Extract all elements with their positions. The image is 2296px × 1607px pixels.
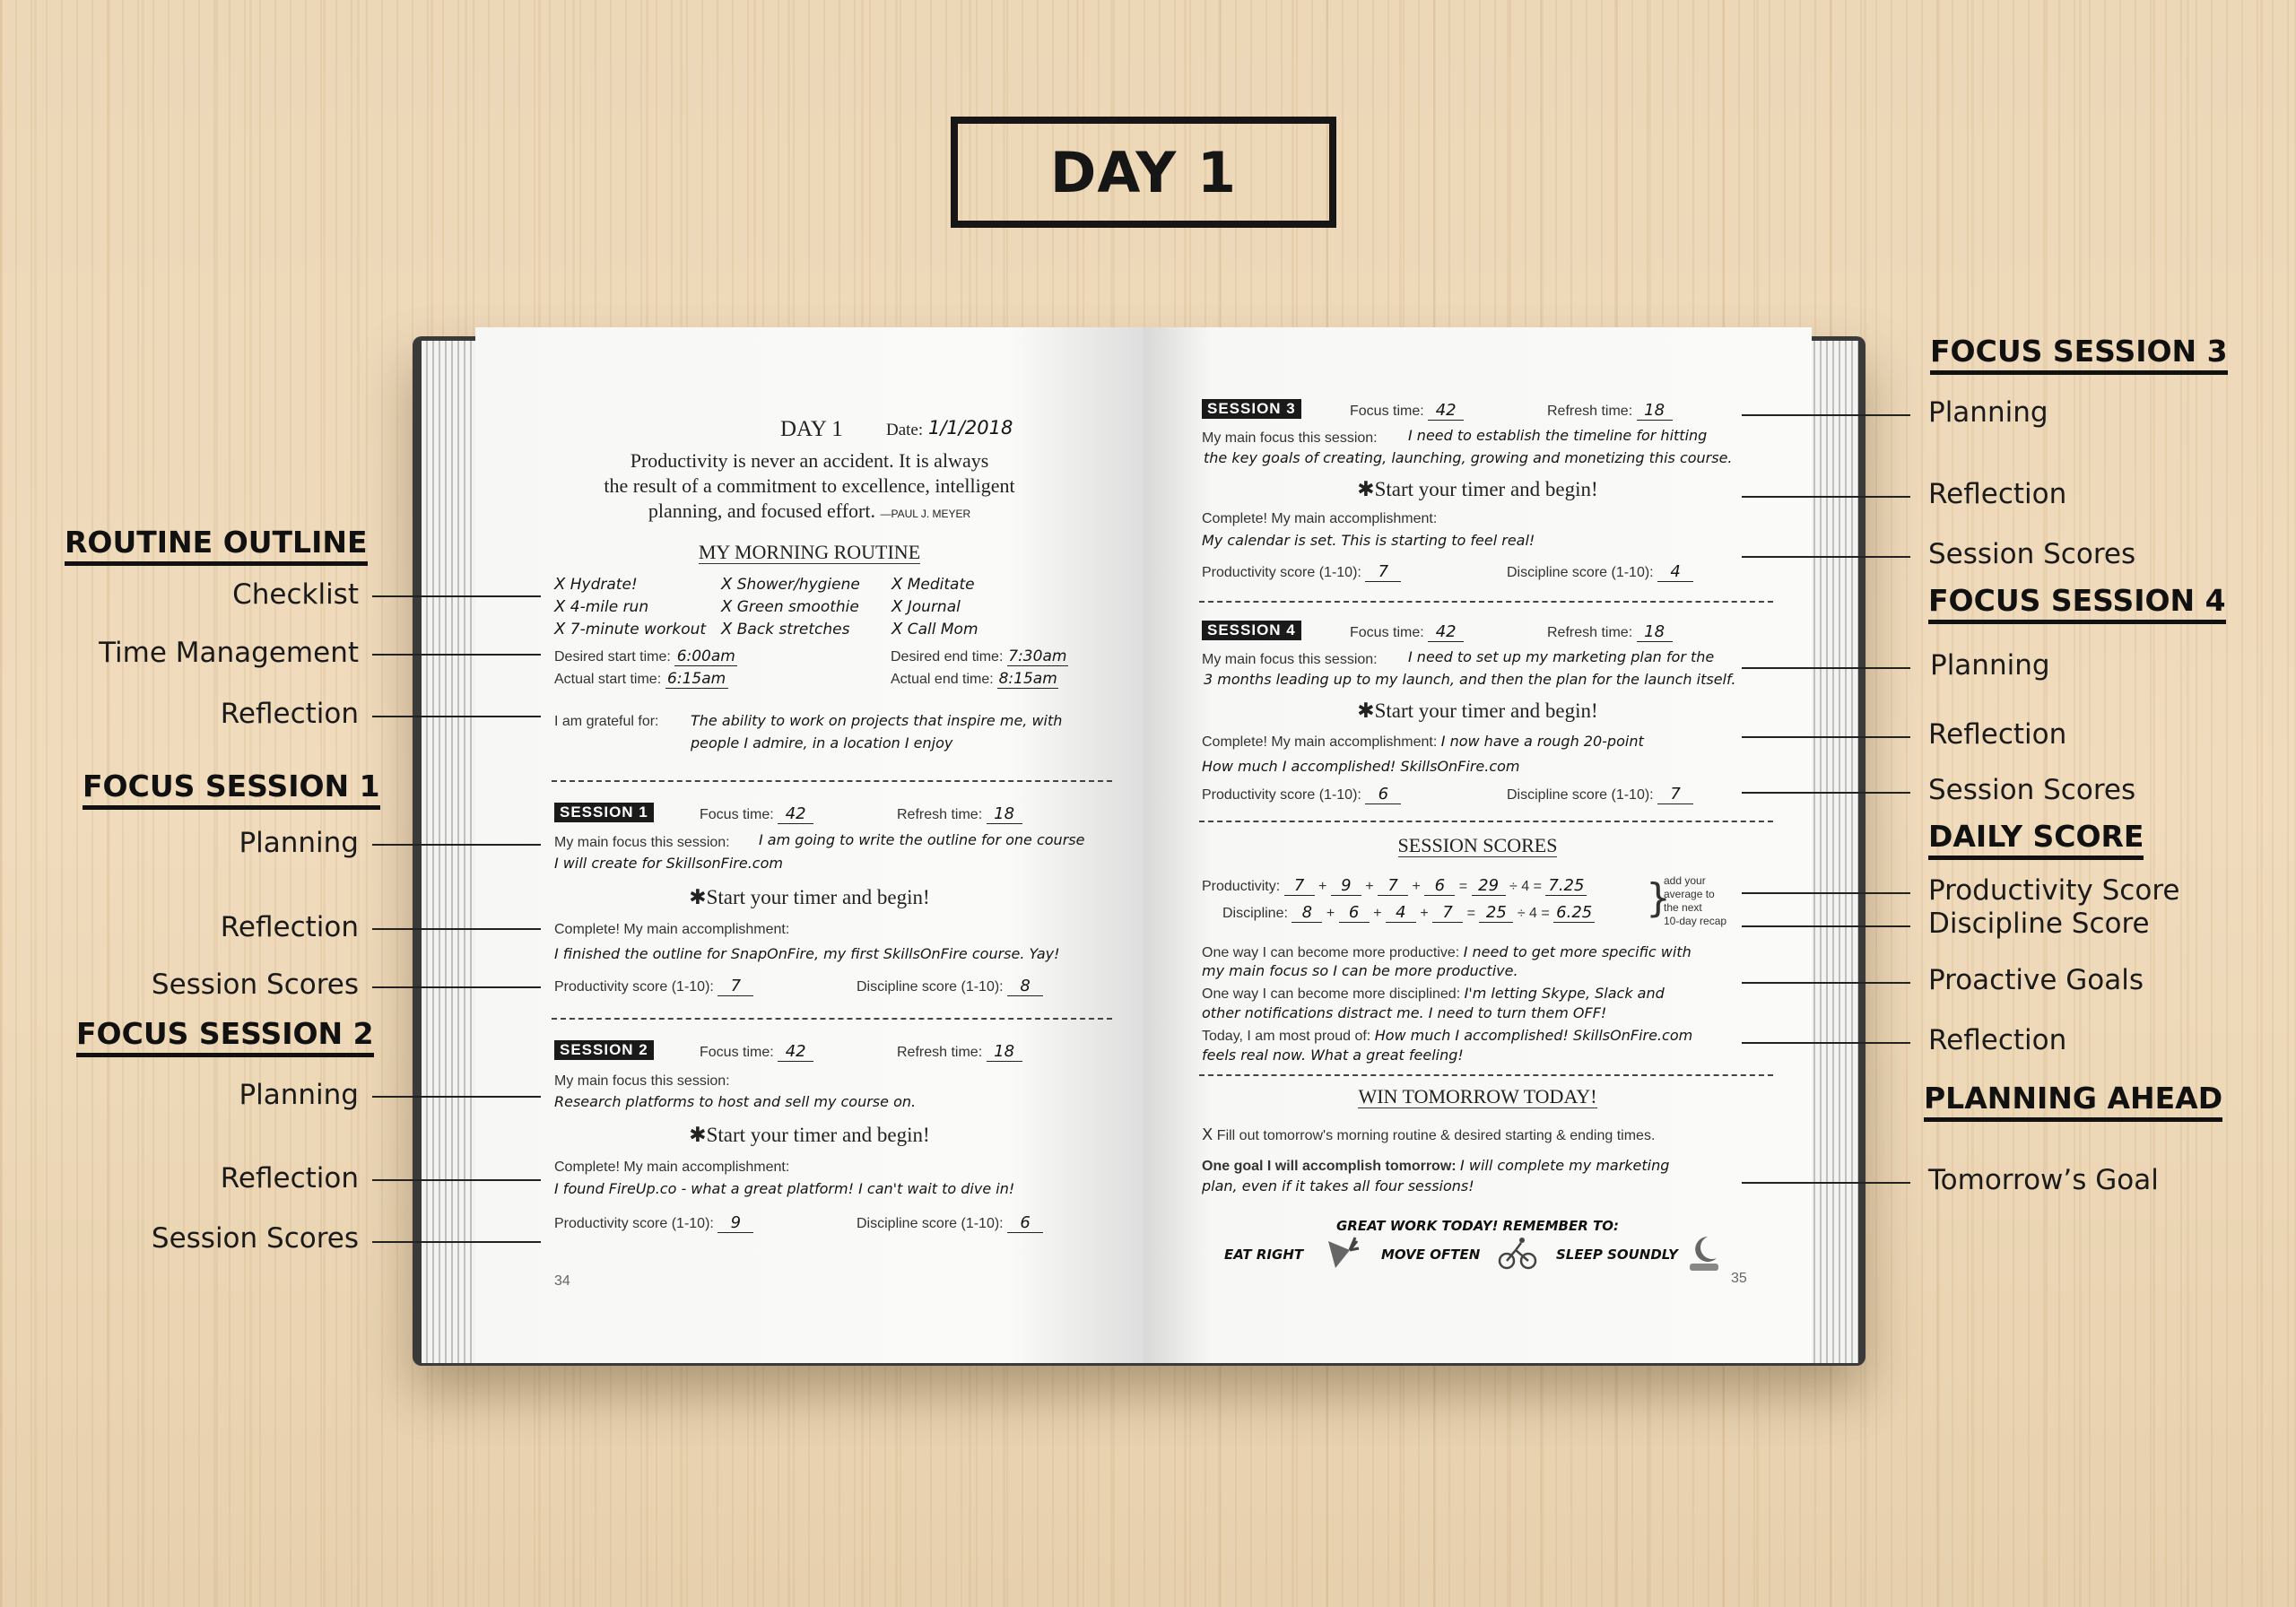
actual-start xyxy=(554,670,728,689)
plus-sign: + xyxy=(1326,906,1335,921)
label-tomorrows-goal: Tomorrow’s Goal xyxy=(1928,1164,2159,1196)
leader-line xyxy=(1742,414,1910,416)
productivity-score-value[interactable]: 6 xyxy=(1365,785,1401,804)
bicycle-icon xyxy=(1498,1236,1537,1272)
leader-line xyxy=(1742,667,1910,669)
divider xyxy=(1199,1074,1773,1076)
quote-author: —PAUL J. MEYER xyxy=(880,508,971,520)
session-1-main-line[interactable]: I will create for SkillsonFire.com xyxy=(554,855,783,872)
grateful-line: The ability to work on projects that inspire me, with xyxy=(691,712,1063,729)
checkmark-icon: X xyxy=(554,575,566,594)
routine-item[interactable] xyxy=(721,620,891,638)
productivity-score-label: Productivity score (1-10): xyxy=(1202,787,1361,803)
discipline-total[interactable]: 25 xyxy=(1479,903,1513,923)
leader-line xyxy=(372,928,541,930)
refresh-time-label: Refresh time: xyxy=(897,1045,983,1060)
routine-item[interactable] xyxy=(891,597,1071,616)
label-planning: Planning xyxy=(1928,396,2048,429)
routine-item-label: Shower/hygiene xyxy=(736,576,860,594)
productivity-value[interactable]: 9 xyxy=(1331,876,1361,896)
leader-line xyxy=(1742,556,1910,558)
brace-icon: } xyxy=(1646,875,1671,921)
label-planning: Planning xyxy=(239,827,359,859)
move-often: MOVE OFTEN xyxy=(1381,1247,1481,1263)
routine-item-label: Journal xyxy=(907,598,961,616)
start-text: Start your timer and begin! xyxy=(706,886,930,908)
routine-item[interactable] xyxy=(891,620,1071,638)
tomorrow-goal xyxy=(1202,1157,1669,1175)
session-1-main-label: My main focus this session: xyxy=(554,835,730,850)
refresh-time-value[interactable]: 18 xyxy=(987,1042,1022,1062)
discipline-score-label: Discipline score (1-10): xyxy=(1507,787,1654,803)
leader-line xyxy=(1742,1182,1910,1184)
date-label: Date: xyxy=(886,421,924,439)
actual-start-label: Actual start time: xyxy=(554,672,662,687)
session-4-complete-line[interactable]: I now have a rough 20-point xyxy=(1440,733,1644,750)
routine-item-label: Call Mom xyxy=(907,621,978,638)
productive-goal-line[interactable]: I need to get more specific with xyxy=(1463,943,1692,960)
leader-line xyxy=(372,716,541,717)
session-4-prod xyxy=(1202,785,1401,804)
session-4-main-line[interactable]: I need to set up my marketing plan for the xyxy=(1408,648,1715,665)
actual-end xyxy=(891,670,1058,689)
label-checklist: Checklist xyxy=(232,578,359,611)
routine-checklist xyxy=(554,575,1110,638)
label-focus-session-2: FOCUS SESSION 2 xyxy=(76,1016,374,1057)
session-3-focus xyxy=(1350,401,1464,421)
label-planning: Planning xyxy=(1930,649,2050,682)
session-1-complete-line[interactable]: I finished the outline for SnapOnFire, my first SkillsOnFire course. Yay! xyxy=(554,945,1060,962)
focus-time-label: Focus time: xyxy=(1350,404,1424,419)
checkmark-icon: X xyxy=(891,597,903,616)
focus-time-value[interactable]: 42 xyxy=(778,804,813,824)
fill-out[interactable] xyxy=(1202,1125,1655,1144)
focus-time-value[interactable]: 42 xyxy=(1428,622,1464,642)
refresh-time-label: Refresh time: xyxy=(897,807,983,822)
session-2-refresh xyxy=(897,1042,1022,1062)
label-reflection: Reflection xyxy=(1928,478,2067,510)
carrot-icon xyxy=(1323,1236,1361,1272)
discipline-value[interactable]: 8 xyxy=(1292,903,1322,923)
refresh-time-value[interactable]: 18 xyxy=(1637,622,1673,642)
routine-heading-text: MY MORNING ROUTINE xyxy=(698,541,921,563)
remember-line: GREAT WORK TODAY! REMEMBER TO: xyxy=(1335,1218,1619,1234)
win-heading-text: WIN TOMORROW TODAY! xyxy=(1358,1085,1597,1108)
quote-line: Productivity is never an accident. It is always xyxy=(630,449,989,472)
disciplined-goal xyxy=(1202,985,1665,1003)
start-text: Start your timer and begin! xyxy=(706,1124,930,1146)
session-3-complete-line[interactable]: My calendar is set. This is starting to feel real! xyxy=(1202,532,1535,549)
productivity-score-label: Productivity score (1-10): xyxy=(554,979,714,995)
day-title: DAY 1 xyxy=(1049,139,1238,205)
leader-line xyxy=(372,654,541,656)
label-reflection: Reflection xyxy=(220,911,359,943)
label-focus-session-1: FOCUS SESSION 1 xyxy=(83,769,380,810)
moon-sleep-icon xyxy=(1686,1233,1722,1273)
disciplined-goal-line[interactable]: I'm letting Skype, Slack and xyxy=(1464,985,1665,1002)
desired-end-label: Desired end time: xyxy=(891,649,1004,665)
plus-sign: + xyxy=(1373,906,1382,921)
recap-note-line: average to xyxy=(1664,888,1715,900)
productivity-value[interactable]: 7 xyxy=(1378,876,1408,896)
checkmark-icon: X xyxy=(721,597,733,616)
leader-line xyxy=(1742,925,1910,927)
productivity-score-label: Productivity score (1-10): xyxy=(1202,565,1361,580)
focus-time-value[interactable]: 42 xyxy=(778,1042,813,1062)
checkmark-icon: X xyxy=(891,620,903,638)
productivity-score-value[interactable]: 9 xyxy=(718,1213,753,1233)
tomorrow-goal-label: One goal I will accomplish tomorrow: xyxy=(1202,1159,1457,1174)
divide-sign: ÷ 4 = xyxy=(1509,879,1542,894)
disciplined-goal-line[interactable]: other notifications distract me. I need to turn them OFF! xyxy=(1202,1004,1607,1021)
session-2-main-line[interactable]: Research platforms to host and sell my course on. xyxy=(554,1093,917,1110)
left-page xyxy=(475,327,1144,1363)
asterisk-icon: ✱ xyxy=(1357,478,1375,500)
checkmark-icon: X xyxy=(554,620,566,638)
grateful-text[interactable] xyxy=(691,709,1062,754)
label-planning: Planning xyxy=(239,1079,359,1111)
equals-sign: = xyxy=(1466,906,1475,921)
focus-time-label: Focus time: xyxy=(700,1045,774,1060)
session-4-tag: SESSION 4 xyxy=(1202,621,1301,640)
session-3-start xyxy=(1144,478,1812,501)
proud-of xyxy=(1202,1027,1692,1045)
label-reflection: Reflection xyxy=(1928,1024,2067,1056)
discipline-score-label: Discipline score (1-10): xyxy=(857,979,1004,995)
day-title-box xyxy=(951,117,1336,228)
divider xyxy=(552,1018,1112,1020)
session-1-main-line[interactable]: I am going to write the outline for one course xyxy=(759,831,1085,848)
divider xyxy=(1199,821,1773,822)
discipline-average[interactable]: 6.25 xyxy=(1553,903,1595,923)
routine-item[interactable] xyxy=(721,597,891,616)
label-reflection: Reflection xyxy=(220,698,359,730)
productive-goal xyxy=(1202,943,1692,961)
discipline-label: Discipline: xyxy=(1222,906,1288,921)
focus-time-label: Focus time: xyxy=(700,807,774,822)
divider xyxy=(552,780,1112,782)
label-session-scores: Session Scores xyxy=(151,969,359,1001)
session-2-tag: SESSION 2 xyxy=(554,1040,654,1060)
leader-line xyxy=(372,844,541,846)
session-4-main-line[interactable]: 3 months leading up to my launch, and then the plan for the launch itself. xyxy=(1204,671,1736,688)
session-3-disc xyxy=(1507,562,1693,582)
session-1-disc xyxy=(857,977,1043,996)
disciplined-goal-label: One way I can become more disciplined: xyxy=(1202,986,1461,1002)
label-planning-ahead: PLANNING AHEAD xyxy=(1924,1081,2222,1122)
discipline-value[interactable]: 6 xyxy=(1339,903,1370,923)
asterisk-icon: ✱ xyxy=(689,1124,707,1146)
start-text: Start your timer and begin! xyxy=(1374,699,1598,722)
routine-heading xyxy=(475,541,1144,564)
tomorrow-goal-line[interactable]: plan, even if it takes all four sessions! xyxy=(1202,1177,1474,1194)
proud-label: Today, I am most proud of: xyxy=(1202,1029,1371,1044)
asterisk-icon: ✱ xyxy=(1357,699,1375,722)
grateful-label: I am grateful for: xyxy=(554,714,659,729)
tomorrow-goal-line[interactable]: I will complete my marketing xyxy=(1460,1157,1670,1174)
session-3-prod xyxy=(1202,562,1401,582)
routine-item[interactable] xyxy=(721,575,891,594)
plus-sign: + xyxy=(1412,879,1421,894)
checkmark-icon: X xyxy=(554,597,566,616)
proud-line[interactable]: How much I accomplished! SkillsOnFire.com xyxy=(1374,1027,1693,1044)
session-2-start xyxy=(475,1124,1144,1147)
scores-heading-text: SESSION SCORES xyxy=(1397,834,1558,856)
routine-item-label: Green smoothie xyxy=(736,598,859,616)
checkmark-icon: X xyxy=(721,620,733,638)
session-3-main-label: My main focus this session: xyxy=(1202,430,1378,446)
actual-start-value[interactable]: 6:15am xyxy=(665,670,728,689)
session-1-refresh xyxy=(897,804,1022,824)
recap-note xyxy=(1664,874,1726,928)
leader-line xyxy=(1742,982,1910,984)
session-1-prod xyxy=(554,977,753,996)
label-reflection: Reflection xyxy=(1928,718,2067,751)
divide-sign: ÷ 4 = xyxy=(1517,906,1550,921)
routine-item-label: Meditate xyxy=(907,576,975,594)
plus-sign: + xyxy=(1318,879,1327,894)
label-focus-session-3: FOCUS SESSION 3 xyxy=(1930,334,2228,375)
focus-time-value[interactable]: 42 xyxy=(1428,401,1464,421)
label-reflection: Reflection xyxy=(220,1162,359,1194)
refresh-time-value[interactable]: 18 xyxy=(1637,401,1673,421)
recap-note-line: 10-day recap xyxy=(1664,915,1727,927)
asterisk-icon: ✱ xyxy=(689,886,707,908)
label-time-management: Time Management xyxy=(99,637,359,669)
leader-line xyxy=(1742,1042,1910,1044)
quote-line: planning, and focused effort. xyxy=(648,499,875,522)
productivity-row xyxy=(1202,876,1587,896)
leader-line xyxy=(1742,736,1910,738)
discipline-score-value[interactable]: 8 xyxy=(1007,977,1043,996)
focus-time-label: Focus time: xyxy=(1350,625,1424,640)
session-2-complete-label: Complete! My main accomplishment: xyxy=(554,1160,790,1175)
session-1-complete-label: Complete! My main accomplishment: xyxy=(554,922,790,937)
quote-line-last xyxy=(475,499,1144,526)
session-3-refresh xyxy=(1547,401,1673,421)
leader-line xyxy=(372,986,541,988)
desired-start-value[interactable]: 6:00am xyxy=(674,647,737,666)
session-2-disc xyxy=(857,1213,1043,1233)
leader-line xyxy=(1742,892,1910,894)
day-heading: DAY 1 xyxy=(780,417,843,441)
routine-item[interactable] xyxy=(554,597,721,616)
refresh-time-label: Refresh time: xyxy=(1547,625,1633,640)
session-2-complete-line[interactable]: I found FireUp.co - what a great platform! I can't wait to dive in! xyxy=(554,1180,1015,1197)
routine-item-label: Hydrate! xyxy=(570,576,638,594)
right-page xyxy=(1144,327,1812,1363)
session-4-disc xyxy=(1507,785,1693,804)
leader-line xyxy=(372,1179,541,1181)
session-4-complete xyxy=(1202,733,1644,751)
discipline-score-value[interactable]: 7 xyxy=(1657,785,1693,804)
label-routine-outline: ROUTINE OUTLINE xyxy=(65,525,368,566)
routine-item-label: 7-minute workout xyxy=(570,621,707,638)
quote-line: the result of a commitment to excellence, intelligent xyxy=(604,474,1015,497)
leader-line xyxy=(1742,496,1910,498)
scores-heading xyxy=(1144,834,1812,857)
refresh-time-label: Refresh time: xyxy=(1547,404,1633,419)
productivity-average[interactable]: 7.25 xyxy=(1545,876,1587,896)
session-4-main-label: My main focus this session: xyxy=(1202,652,1378,667)
eat-right: EAT RIGHT xyxy=(1224,1247,1304,1263)
session-4-refresh xyxy=(1547,622,1673,642)
actual-end-label: Actual end time: xyxy=(891,672,994,687)
quote xyxy=(475,448,1144,526)
label-daily-score: DAILY SCORE xyxy=(1928,819,2144,860)
discipline-score-label: Discipline score (1-10): xyxy=(1507,565,1654,580)
plus-sign: + xyxy=(1365,879,1374,894)
discipline-score-value[interactable]: 4 xyxy=(1657,562,1693,582)
checkmark-icon: X xyxy=(891,575,903,594)
leader-line xyxy=(1742,792,1910,794)
session-1-start xyxy=(475,886,1144,909)
checkmark-icon: X xyxy=(1202,1125,1213,1144)
session-1-focus xyxy=(700,804,813,824)
equals-sign: = xyxy=(1458,879,1468,894)
session-2-prod xyxy=(554,1213,753,1233)
complete-label: Complete! My main accomplishment: xyxy=(1202,734,1438,750)
refresh-time-value[interactable]: 18 xyxy=(987,804,1022,824)
productivity-score-value[interactable]: 7 xyxy=(718,977,753,996)
routine-item[interactable] xyxy=(554,575,721,594)
productivity-score-label: Productivity score (1-10): xyxy=(554,1216,714,1231)
desired-end-value[interactable]: 7:30am xyxy=(1008,647,1067,665)
session-3-tag: SESSION 3 xyxy=(1202,399,1301,419)
label-focus-session-4: FOCUS SESSION 4 xyxy=(1928,583,2226,624)
leader-line xyxy=(372,595,541,597)
productive-goal-label: One way I can become more productive: xyxy=(1202,945,1460,960)
start-text: Start your timer and begin! xyxy=(1374,478,1598,500)
productivity-label: Productivity: xyxy=(1202,879,1281,894)
checkmark-icon: X xyxy=(721,575,733,594)
page-number: 34 xyxy=(554,1273,570,1289)
recap-note-line: add your xyxy=(1664,874,1706,887)
desired-start xyxy=(554,647,737,666)
session-3-complete-label: Complete! My main accomplishment: xyxy=(1202,511,1438,526)
productivity-value[interactable]: 6 xyxy=(1424,876,1455,896)
routine-item-label: 4-mile run xyxy=(570,598,649,616)
plus-sign: + xyxy=(1420,906,1429,921)
session-1-tag: SESSION 1 xyxy=(554,803,654,822)
leader-line xyxy=(372,1096,541,1098)
grateful-line: people I admire, in a location I enjoy xyxy=(691,734,953,751)
proud-line[interactable]: feels real now. What a great feeling! xyxy=(1202,1047,1464,1064)
session-2-main-label: My main focus this session: xyxy=(554,1073,730,1089)
leader-line xyxy=(372,1241,541,1243)
routine-item-label: Back stretches xyxy=(736,621,850,638)
label-discipline-score: Discipline Score xyxy=(1928,908,2150,940)
divider xyxy=(1199,601,1773,603)
productive-goal-line[interactable]: my main focus so I can be more productive. xyxy=(1202,962,1518,979)
session-4-focus xyxy=(1350,622,1464,642)
label-session-scores: Session Scores xyxy=(1928,538,2136,570)
desired-start-label: Desired start time: xyxy=(554,649,671,665)
session-4-start xyxy=(1144,699,1812,723)
session-2-focus xyxy=(700,1042,813,1062)
productivity-score-value[interactable]: 7 xyxy=(1365,562,1401,582)
discipline-value[interactable]: 4 xyxy=(1386,903,1416,923)
discipline-score-label: Discipline score (1-10): xyxy=(857,1216,1004,1231)
productivity-total[interactable]: 29 xyxy=(1472,876,1506,896)
label-session-scores: Session Scores xyxy=(151,1222,359,1255)
productivity-value[interactable]: 7 xyxy=(1284,876,1315,896)
session-3-main-line[interactable]: the key goals of creating, launching, growing and monetizing this course. xyxy=(1204,449,1733,466)
label-productivity-score: Productivity Score xyxy=(1928,874,2180,907)
fill-out-text: Fill out tomorrow's morning routine & desired starting & ending times. xyxy=(1216,1128,1656,1143)
sleep-soundly: SLEEP SOUNDLY xyxy=(1556,1247,1678,1263)
date-value: 1/1/2018 xyxy=(928,417,1013,439)
desired-end xyxy=(891,647,1068,666)
win-heading xyxy=(1144,1085,1812,1108)
discipline-row xyxy=(1222,903,1595,923)
discipline-value[interactable]: 7 xyxy=(1432,903,1463,923)
session-3-main-line[interactable]: I need to establish the timeline for hitting xyxy=(1408,427,1708,444)
routine-item[interactable] xyxy=(891,575,1071,594)
label-proactive-goals: Proactive Goals xyxy=(1928,964,2144,996)
recap-note-line: the next xyxy=(1664,901,1702,914)
discipline-score-value[interactable]: 6 xyxy=(1007,1213,1043,1233)
routine-item[interactable] xyxy=(554,620,721,638)
page-number: 35 xyxy=(1731,1271,1747,1286)
actual-end-value[interactable]: 8:15am xyxy=(998,670,1057,688)
label-session-scores: Session Scores xyxy=(1928,774,2136,806)
session-4-complete-line[interactable]: How much I accomplished! SkillsOnFire.com xyxy=(1202,758,1520,775)
